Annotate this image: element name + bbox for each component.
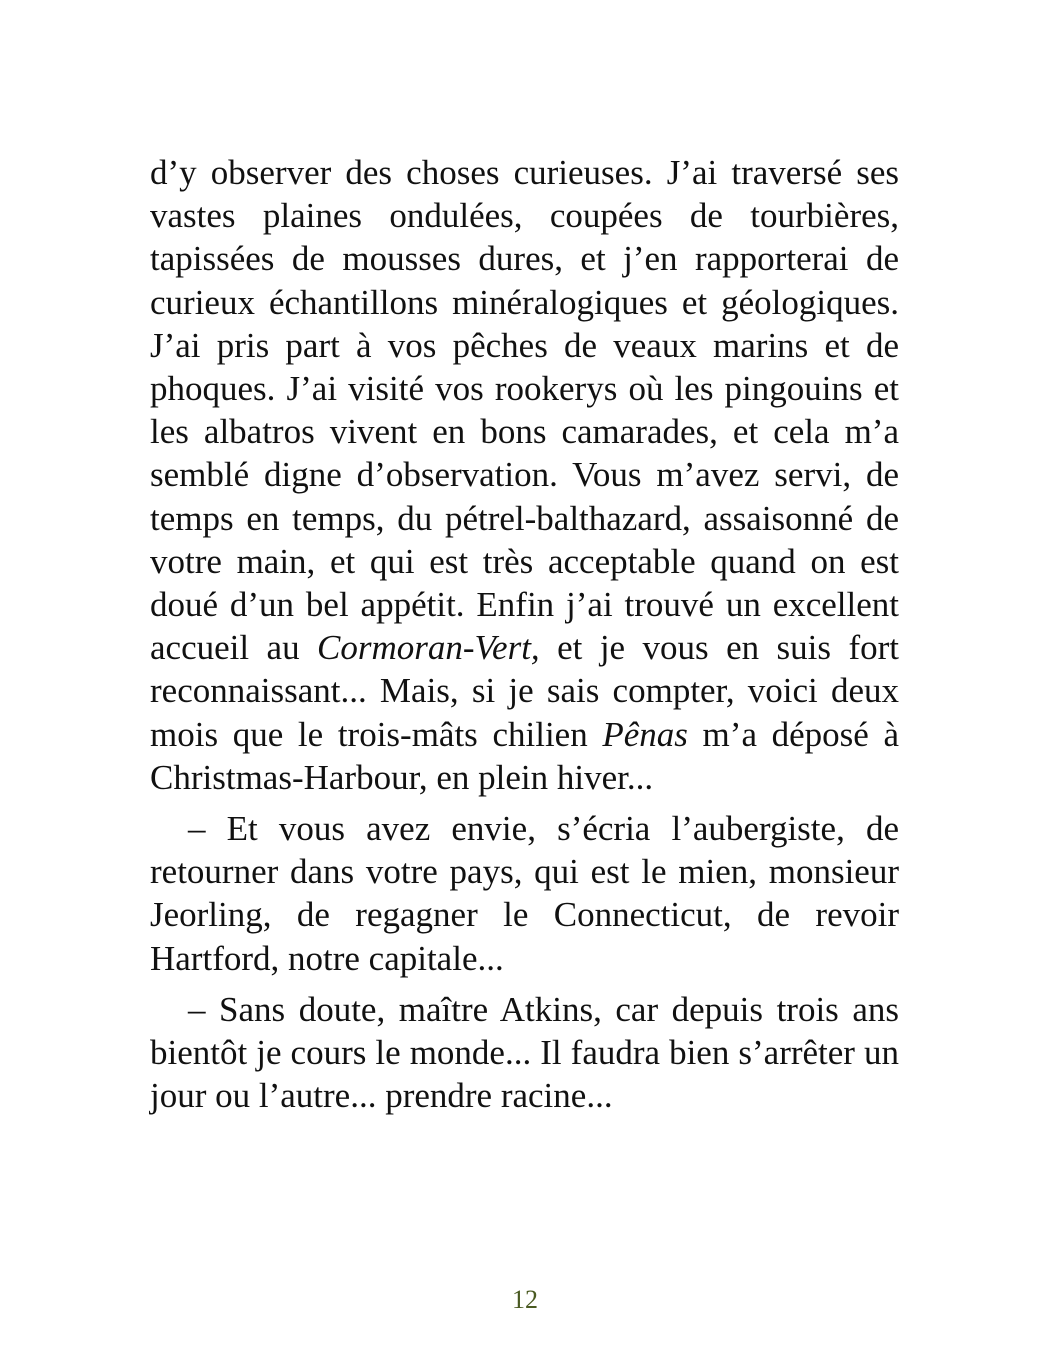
paragraph-3: – Sans doute, maître Atkins, car depuis trois ans bientôt je cours le monde... Il faudra bien s’arrêter un jour ou l’autre... prendre racine...: [150, 989, 899, 1116]
paragraph-1: [150, 151, 899, 799]
paragraph-1-text-end: m’a déposé à Christmas-Harbour, en plein hiver...: [150, 714, 900, 797]
page-number: 12: [512, 1285, 538, 1314]
italic-ship-name-penas: Pênas: [602, 714, 688, 754]
paragraph-1-text: d’y observer des choses curieuses. J’ai traversé ses vastes plaines ondulées, coupées de tourbières, tapissées de mousses dures, et j’en rapporterai de curieux échantillons minéralogiques et géologiques. J’ai pris part à vos pêches de veaux marins et de phoques. J’ai visité vos rookerys où les pingouins et les albatros vivent en bons camarades, et cela m’a semblé digne d’observation. Vous m’avez servi, de temps en temps, du pétrel-balthazard, assaisonné de votre main, et qui est très acceptable quand on est doué d’un bel appétit. Enfin j’ai trouvé un excellent accueil au: [150, 153, 899, 668]
paragraph-2: – Et vous avez envie, s’écria l’aubergiste, de retourner dans votre pays, qui est le mien, monsieur Jeorling, de regagner le Connecticut, de revoir Hartford, notre capitale...: [150, 809, 899, 978]
italic-ship-name-cormoran-vert: Cormoran-Vert,: [317, 628, 540, 668]
body-text: [150, 151, 899, 1125]
paragraph-1-text-continued: et je vous en suis fort reconnaissant... Mais, si je sais compter, voici deux mois que le trois-mâts chilien: [150, 628, 899, 754]
